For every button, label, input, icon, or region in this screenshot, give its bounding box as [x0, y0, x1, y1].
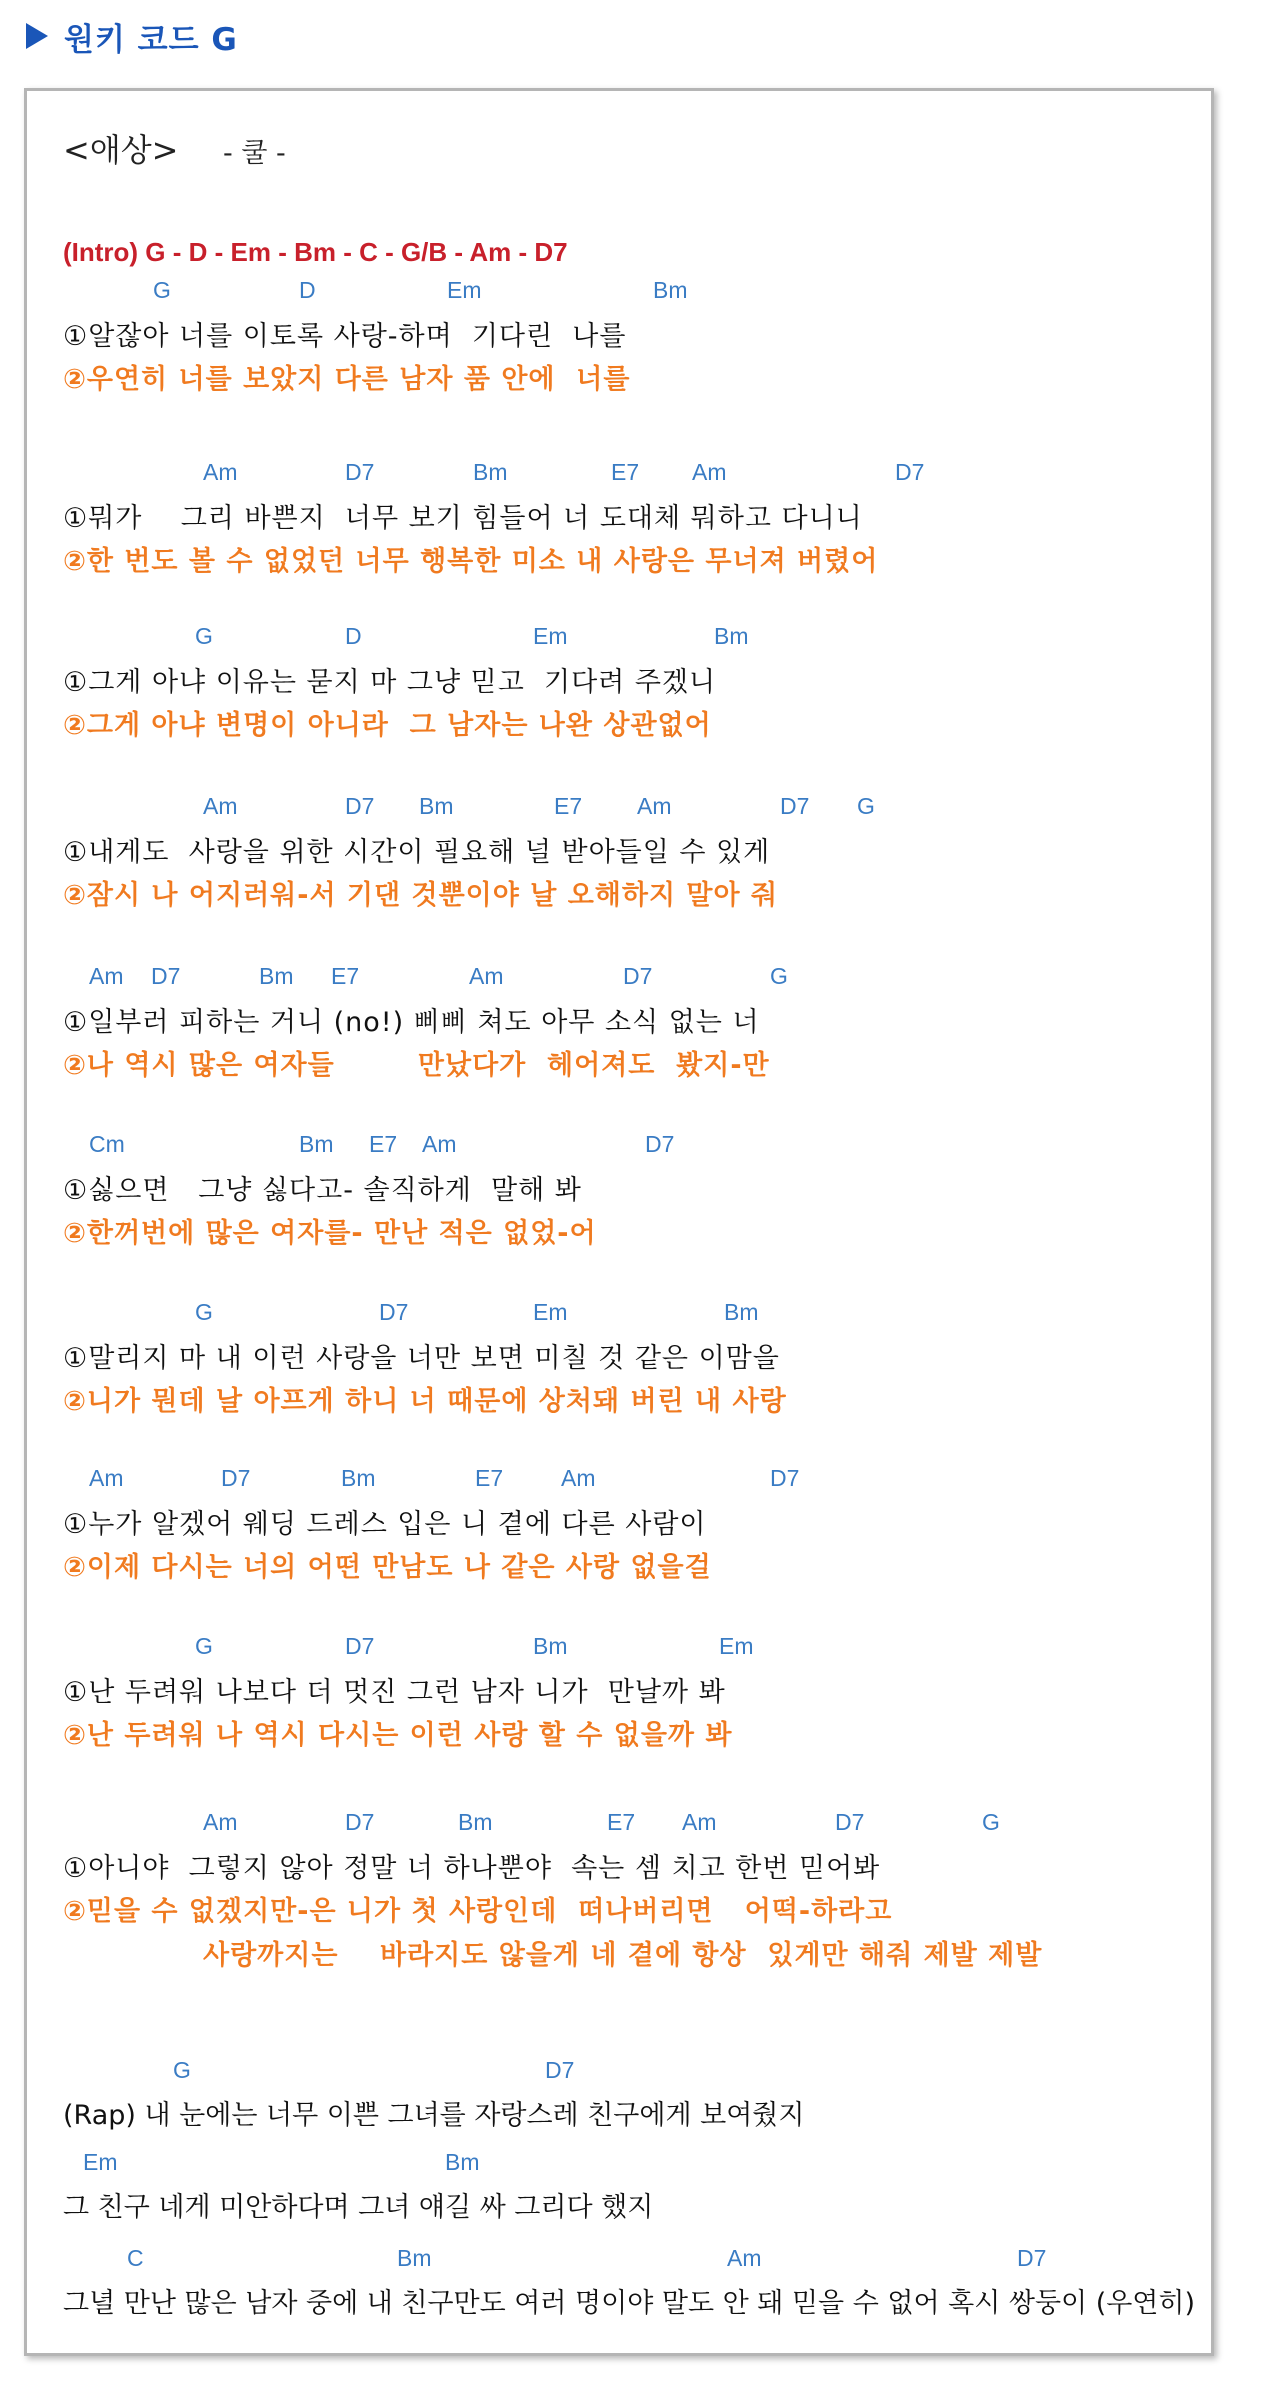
chord-label: Cm: [89, 1131, 125, 1157]
lyric-line-2: ②한꺼번에 많은 여자를- 만난 적은 없었-어: [63, 1218, 597, 1249]
chord-label: Bm: [299, 1131, 334, 1157]
lyrics-box: [24, 88, 1214, 2356]
chord-label: D7: [345, 459, 375, 485]
chord-label: Em: [719, 1633, 754, 1659]
chord-label: D7: [770, 1465, 800, 1491]
chord-label: Am: [203, 1809, 238, 1835]
play-triangle-icon: [26, 23, 48, 49]
chord-label: Am: [89, 1465, 124, 1491]
lyric-line-2: ②니가 뭔데 날 아프게 하니 너 때문에 상처돼 버린 내 사랑: [63, 1386, 787, 1417]
lyric-line-1: ①일부러 피하는 거니 (no!) 삐삐 쳐도 아무 소식 없는 너: [63, 1007, 760, 1038]
chord-label: G: [982, 1809, 1000, 1835]
header-title: 원키 코드 G: [64, 21, 238, 58]
chord-label: Am: [561, 1465, 596, 1491]
lyric-line-2: ②난 두려워 나 역시 다시는 이런 사랑 할 수 없을까 봐: [63, 1720, 733, 1751]
chord-label: E7: [554, 793, 583, 819]
chord-label: Bm: [419, 793, 454, 819]
chord-label: D7: [623, 963, 653, 989]
chord-label: Am: [727, 2245, 762, 2271]
chord-label: D7: [345, 793, 375, 819]
chord-label: Am: [203, 793, 238, 819]
song-artist: - 쿨 -: [223, 138, 286, 169]
chord-label: G: [195, 623, 213, 649]
chord-label: D7: [379, 1299, 409, 1325]
section-header: [26, 14, 238, 58]
chord-label: Am: [422, 1131, 457, 1157]
chord-label: E7: [369, 1131, 398, 1157]
lyric-line-2: ②이제 다시는 너의 어떤 만남도 나 같은 사랑 없을걸: [63, 1552, 712, 1583]
chord-label: D7: [545, 2057, 575, 2083]
lyric-line-1: ①알잖아 너를 이토록 사랑-하며 기다린 나를: [63, 321, 627, 352]
chord-label: Bm: [445, 2149, 480, 2175]
lyric-line-2: ②우연히 너를 보았지 다른 남자 품 안에 너를: [63, 364, 631, 395]
lyric-line-2: ②믿을 수 없겠지만-은 니가 첫 사랑인데 떠나버리면 어떡-하라고: [63, 1896, 893, 1927]
rap-line: (Rap) 내 눈에는 너무 이쁜 그녀를 자랑스레 친구에게 보여줬지: [63, 2100, 805, 2131]
chord-label: Bm: [259, 963, 294, 989]
chord-label: E7: [475, 1465, 504, 1491]
chord-label: E7: [607, 1809, 636, 1835]
chord-label: Bm: [397, 2245, 432, 2271]
lyric-line-2: ②한 번도 볼 수 없었던 너무 행복한 미소 내 사랑은 무너져 버렸어: [63, 546, 879, 577]
chord-label: Bm: [458, 1809, 493, 1835]
chord-label: D7: [1017, 2245, 1047, 2271]
chord-label: D: [299, 277, 316, 303]
chord-label: D7: [645, 1131, 675, 1157]
chord-label: Em: [533, 623, 568, 649]
rap-line: 그 친구 네게 미안하다며 그녀 얘길 싸 그리다 했지: [63, 2192, 654, 2223]
lyric-line-1: ①난 두려워 나보다 더 멋진 그런 남자 니가 만날까 봐: [63, 1677, 726, 1708]
chord-label: Am: [692, 459, 727, 485]
chord-label: Am: [682, 1809, 717, 1835]
chord-label: Bm: [724, 1299, 759, 1325]
chord-label: Am: [89, 963, 124, 989]
chord-label: Am: [203, 459, 238, 485]
chord-label: D7: [345, 1633, 375, 1659]
chord-label: Bm: [714, 623, 749, 649]
chord-label: Bm: [533, 1633, 568, 1659]
chord-label: Bm: [653, 277, 688, 303]
song-title: <애상>: [63, 131, 179, 169]
chord-label: E7: [611, 459, 640, 485]
rap-line: 그녈 만난 많은 남자 중에 내 친구만도 여러 명이야 말도 안 돼 믿을 수 없어 혹시 쌍둥이 (우연히): [63, 2288, 1196, 2319]
chord-label: G: [857, 793, 875, 819]
chord-label: D7: [780, 793, 810, 819]
chord-label: G: [173, 2057, 191, 2083]
lyric-line-1: ①누가 알겠어 웨딩 드레스 입은 니 곁에 다른 사람이: [63, 1509, 707, 1540]
chord-label: Am: [469, 963, 504, 989]
chord-label: D: [345, 623, 362, 649]
lyric-line-2: ②잠시 나 어지러워-서 기댄 것뿐이야 날 오해하지 말아 줘: [63, 880, 779, 911]
chord-label: E7: [331, 963, 360, 989]
lyric-line-2: ②그게 아냐 변명이 아니라 그 남자는 나완 상관없어: [63, 710, 712, 741]
chord-label: Em: [447, 277, 482, 303]
lyric-line-1: ①내게도 사랑을 위한 시간이 필요해 널 받아들일 수 있게: [63, 837, 771, 868]
lyric-line-1: ①뭐가 그리 바쁜지 너무 보기 힘들어 너 도대체 뭐하고 다니니: [63, 503, 863, 534]
chord-label: D7: [835, 1809, 865, 1835]
chord-label: G: [195, 1633, 213, 1659]
chord-label: D7: [895, 459, 925, 485]
chord-label: Bm: [473, 459, 508, 485]
chord-label: G: [770, 963, 788, 989]
chord-label: Em: [83, 2149, 118, 2175]
chord-label: Bm: [341, 1465, 376, 1491]
intro-chords: (Intro) G - D - Em - Bm - C - G/B - Am - D7: [63, 237, 568, 267]
chord-label: G: [153, 277, 171, 303]
lyric-line-1: ①아니야 그렇지 않아 정말 너 하나뿐야 속는 셈 치고 한번 믿어봐: [63, 1853, 881, 1884]
lyric-line-1: ①말리지 마 내 이런 사랑을 너만 보면 미칠 것 같은 이맘을: [63, 1343, 780, 1374]
chord-label: D7: [221, 1465, 251, 1491]
chord-label: D7: [345, 1809, 375, 1835]
chord-label: G: [195, 1299, 213, 1325]
lyric-line-3: 사랑까지는 바라지도 않을게 네 곁에 항상 있게만 해줘 제발 제발: [203, 1940, 1043, 1971]
lyric-line-2: ②나 역시 많은 여자들 만났다가 헤어져도 봤지-만: [63, 1050, 770, 1081]
lyric-line-1: ①싫으면 그냥 싫다고- 솔직하게 말해 봐: [63, 1175, 582, 1206]
chord-label: C: [127, 2245, 144, 2271]
lyric-line-1: ①그게 아냐 이유는 묻지 마 그냥 믿고 기다려 주겠니: [63, 667, 717, 698]
chord-label: Am: [637, 793, 672, 819]
chord-label: D7: [151, 963, 181, 989]
chord-label: Em: [533, 1299, 568, 1325]
